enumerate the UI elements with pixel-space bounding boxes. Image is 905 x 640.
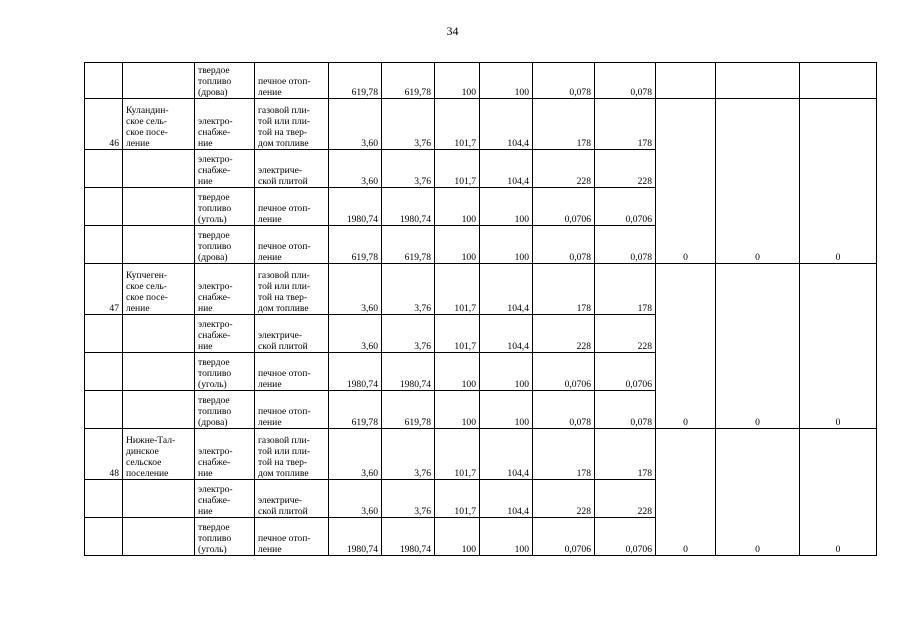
norm-cell: 3,60 [329, 429, 382, 480]
tariff-cell: 178 [533, 264, 595, 315]
consumption-type-cell: электриче- ской плитой [255, 480, 329, 518]
row-index-cell [85, 150, 123, 188]
norm-cell: 1980,74 [382, 353, 435, 391]
tariff-cell: 228 [533, 150, 595, 188]
settlement-cell [123, 353, 195, 391]
index-cell: 104,4 [480, 480, 533, 518]
row-index-cell: 48 [85, 429, 123, 480]
consumption-type-cell: печное отоп- ление [255, 391, 329, 429]
norm-cell: 619,78 [329, 63, 382, 99]
tariff-cell: 228 [595, 315, 656, 353]
tariff-cell: 0,0706 [533, 353, 595, 391]
row-index-cell [85, 226, 123, 264]
resource-type-cell: твердое топливо (дрова) [195, 391, 255, 429]
norm-cell: 3,76 [382, 480, 435, 518]
index-cell: 101,7 [435, 480, 480, 518]
settlement-cell [123, 391, 195, 429]
norm-cell: 3,60 [329, 264, 382, 315]
index-cell: 100 [435, 518, 480, 556]
settlement-cell [123, 518, 195, 556]
summary-cell [800, 63, 877, 99]
consumption-type-cell: электриче- ской плитой [255, 150, 329, 188]
settlement-cell [123, 63, 195, 99]
index-cell: 101,7 [435, 99, 480, 150]
resource-type-cell: электро- снабже- ние [195, 315, 255, 353]
norm-cell: 3,76 [382, 315, 435, 353]
consumption-type-cell: печное отоп- ление [255, 226, 329, 264]
table-row [85, 63, 877, 99]
summary-cell: 0 [716, 429, 800, 556]
consumption-type-cell: печное отоп- ление [255, 63, 329, 99]
tariff-cell: 178 [533, 429, 595, 480]
index-cell: 104,4 [480, 315, 533, 353]
table-row [85, 99, 877, 150]
resource-type-cell: электро- снабже- ние [195, 480, 255, 518]
summary-cell: 0 [800, 264, 877, 429]
summary-cell: 0 [800, 429, 877, 556]
index-cell: 100 [435, 391, 480, 429]
resource-type-cell: электро- снабже- ние [195, 99, 255, 150]
norm-cell: 1980,74 [382, 188, 435, 226]
index-cell: 100 [435, 63, 480, 99]
norm-cell: 3,60 [329, 150, 382, 188]
index-cell: 100 [480, 226, 533, 264]
settlement-cell: Нижне-Тал- динское сельское поселение [123, 429, 195, 480]
resource-type-cell: твердое топливо (уголь) [195, 353, 255, 391]
resource-type-cell: электро- снабже- ние [195, 429, 255, 480]
row-index-cell [85, 188, 123, 226]
consumption-type-cell: газовой пли- той или пли- той на твер- дом топливе [255, 429, 329, 480]
tariff-cell: 0,0706 [595, 188, 656, 226]
table-row [85, 429, 877, 480]
index-cell: 100 [480, 63, 533, 99]
row-index-cell [85, 353, 123, 391]
resource-type-cell: твердое топливо (дрова) [195, 63, 255, 99]
settlement-cell: Купчеген- ское сель- ское посе- ление [123, 264, 195, 315]
index-cell: 100 [480, 188, 533, 226]
resource-type-cell: электро- снабже- ние [195, 264, 255, 315]
row-index-cell [85, 391, 123, 429]
norm-cell: 1980,74 [329, 353, 382, 391]
norm-cell: 3,76 [382, 150, 435, 188]
tariff-cell: 228 [533, 480, 595, 518]
index-cell: 100 [435, 353, 480, 391]
tariff-cell: 178 [533, 99, 595, 150]
norm-cell: 619,78 [329, 391, 382, 429]
consumption-type-cell: электриче- ской плитой [255, 315, 329, 353]
settlement-cell [123, 226, 195, 264]
index-cell: 101,7 [435, 264, 480, 315]
index-cell: 101,7 [435, 150, 480, 188]
settlement-cell [123, 480, 195, 518]
tariff-cell: 0,078 [595, 391, 656, 429]
norm-cell: 619,78 [382, 63, 435, 99]
consumption-type-cell: газовой пли- той или пли- той на твер- дом топливе [255, 99, 329, 150]
norm-cell: 619,78 [329, 226, 382, 264]
norm-cell: 1980,74 [329, 188, 382, 226]
settlement-cell [123, 150, 195, 188]
row-index-cell: 46 [85, 99, 123, 150]
tariff-cell: 0,078 [533, 63, 595, 99]
index-cell: 101,7 [435, 429, 480, 480]
consumption-type-cell: газовой пли- той или пли- той на твер- дом топливе [255, 264, 329, 315]
row-index-cell: 47 [85, 264, 123, 315]
summary-cell [716, 63, 800, 99]
summary-cell: 0 [716, 264, 800, 429]
settlement-cell [123, 188, 195, 226]
index-cell: 101,7 [435, 315, 480, 353]
tariff-cell: 228 [533, 315, 595, 353]
tariff-cell: 228 [595, 150, 656, 188]
summary-cell: 0 [716, 99, 800, 264]
page-number: 34 [446, 24, 459, 38]
row-index-cell [85, 315, 123, 353]
tariff-cell: 178 [595, 264, 656, 315]
summary-cell: 0 [656, 99, 716, 264]
index-cell: 100 [480, 353, 533, 391]
index-cell: 100 [435, 226, 480, 264]
resource-type-cell: твердое топливо (дрова) [195, 226, 255, 264]
index-cell: 104,4 [480, 99, 533, 150]
summary-cell: 0 [656, 264, 716, 429]
summary-cell [656, 63, 716, 99]
tariff-cell: 0,0706 [595, 353, 656, 391]
tariff-cell: 178 [595, 99, 656, 150]
index-cell: 100 [435, 188, 480, 226]
table-row [85, 264, 877, 315]
norm-cell: 1980,74 [382, 518, 435, 556]
row-index-cell [85, 480, 123, 518]
consumption-type-cell: печное отоп- ление [255, 188, 329, 226]
settlement-cell [123, 315, 195, 353]
tariff-cell: 178 [595, 429, 656, 480]
norm-cell: 619,78 [382, 226, 435, 264]
tariff-cell: 0,078 [595, 226, 656, 264]
tariff-table [84, 62, 877, 556]
consumption-type-cell: печное отоп- ление [255, 518, 329, 556]
norm-cell: 3,60 [329, 480, 382, 518]
norm-cell: 3,76 [382, 429, 435, 480]
tariff-cell: 0,0706 [533, 518, 595, 556]
norm-cell: 3,60 [329, 315, 382, 353]
index-cell: 104,4 [480, 150, 533, 188]
norm-cell: 3,60 [329, 99, 382, 150]
summary-cell: 0 [800, 99, 877, 264]
tariff-cell: 0,0706 [533, 188, 595, 226]
settlement-cell: Куландин- ское сель- ское посе- ление [123, 99, 195, 150]
index-cell: 104,4 [480, 264, 533, 315]
resource-type-cell: твердое топливо (уголь) [195, 518, 255, 556]
index-cell: 100 [480, 391, 533, 429]
resource-type-cell: электро- снабже- ние [195, 150, 255, 188]
tariff-cell: 0,0706 [595, 518, 656, 556]
index-cell: 104,4 [480, 429, 533, 480]
tariff-cell: 0,078 [595, 63, 656, 99]
row-index-cell [85, 518, 123, 556]
resource-type-cell: твердое топливо (уголь) [195, 188, 255, 226]
tariff-cell: 0,078 [533, 391, 595, 429]
row-index-cell [85, 63, 123, 99]
index-cell: 100 [480, 518, 533, 556]
norm-cell: 1980,74 [329, 518, 382, 556]
norm-cell: 3,76 [382, 264, 435, 315]
norm-cell: 3,76 [382, 99, 435, 150]
tariff-cell: 228 [595, 480, 656, 518]
summary-cell: 0 [656, 429, 716, 556]
tariff-cell: 0,078 [533, 226, 595, 264]
consumption-type-cell: печное отоп- ление [255, 353, 329, 391]
norm-cell: 619,78 [382, 391, 435, 429]
